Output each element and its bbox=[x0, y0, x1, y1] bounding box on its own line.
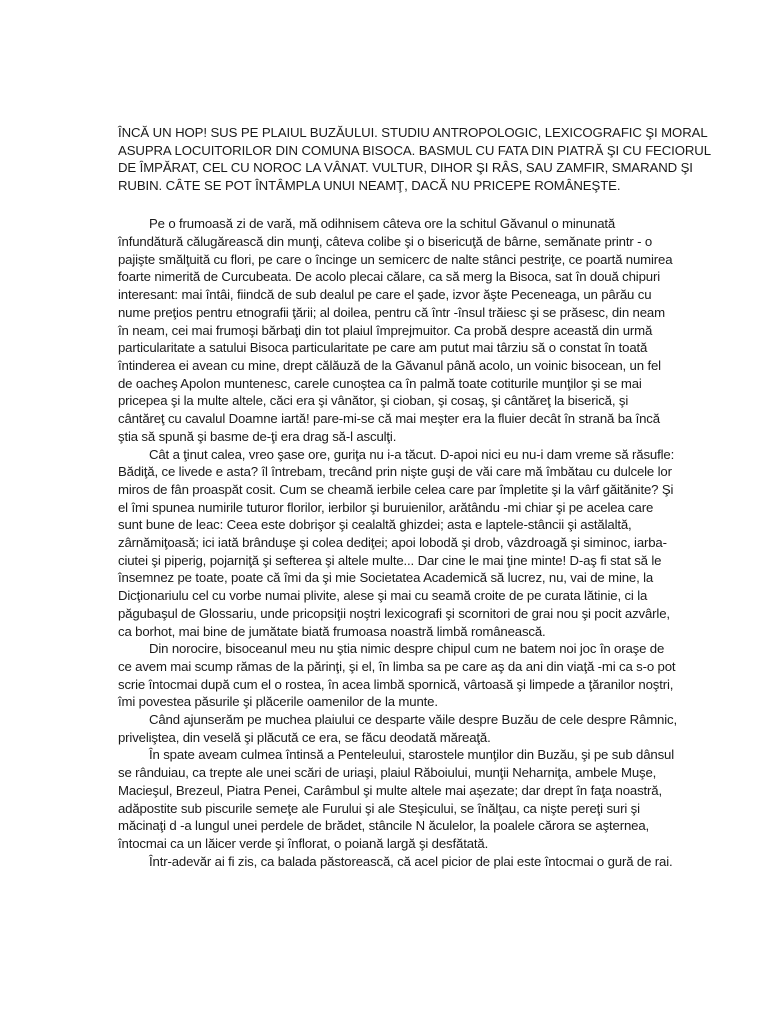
paragraph: Cât a ţinut calea, vreo şase ore, guriţa nu i-a tăcut. D-apoi nici eu nu-i dam vreme să răsufle: Bădiţă, ce livede e asta? îl întrebam, trecând prin nişte guşi de văi care mă îmbătau cu dulcele lor miros de fân proaspăt cosit. Cum se cheamă ierbile celea care par împletite şi la vârf găitănite? Şi el îmi spunea numirile tuturor florilor, ierbilor şi buruienilor, arătându -mi chiar şi pe acelea care sunt bune de leac: Ceea este dobrişor şi cealaltă ghizdei; asta e laptele-stâncii şi astălaltă, zârnămiţoasă; ici iată brânduşe şi colea dediţei; apoi lobodă şi drob, vâzdroagă şi siminoc, iarba-ciutei şi piperig, pojarniţă şi sefterea şi altele multe... Dar cine le mai ţine minte! D-aş fi stat să le însemnez pe toate, poate că îmi da şi mie Societatea Academică să lucrez, nu, vai de mine, la Dicţionariulu cel cu vorbe numai plivite, alese şi mai cu seamă croite de pe curata lătinie, ci la păgubaşul de Glossariu, unde pricopsiţii noştri lexicografi şi scornitori de grai nou şi pocit azvârle, ca borhot, mai bine de jumătate biată frumoasa noastră limbă românească. bbox=[118, 446, 675, 639]
document-body bbox=[118, 215, 768, 870]
paragraph: Pe o frumoasă zi de vară, mă odihnisem câteva ore la schitul Găvanul o minunată înfundătură călugărească din munţi, câteva colibe şi o bisericuţă de bârne, semănate printr - o pajişte smălţuită cu flori, pe care o încinge un semicerc de nalte stânci pestriţe, ce poartă numirea foarte nimerită de Curcubeata. De acolo plecai călare, ca să merg la Bisoca, sat în două chipuri interesant: mai întâi, fiindcă de sub dealul pe care el şade, izvor ăşte Peceneaga, un pârău cu nume preţios pentru etnografii ţării; al doilea, pentru că într -însul trăiesc şi se prăsesc, din neam în neam, cei mai frumoşi bărbaţi din tot plaiul împrejmuitor. Ca probă despre această din urmă particularitate a satului Bisoca particularitate pe care am putut mai târziu să o constat în toată întinderea ei avean cu mine, drept călăuză de la Găvanul până acolo, un voinic bisocean, un fel de oacheş Apolon muntenesc, carele cunoştea ca în palmă toate cotiturile munţilor şi se mai pricepea şi la multe altele, căci era şi vânător, şi cioban, şi cosaş, şi cântăreţ la biserică, şi cântăreţ cu cavalul Doamne iartă! pare-mi-se că mai meşter era la fluier decât în strană ba încă ştia să spună şi basme de-ţi era drag să-l asculţi. bbox=[118, 216, 673, 444]
paragraph: Din norocire, bisoceanul meu nu ştia nimic despre chipul cum ne batem noi joc în oraşe de ce avem mai scump rămas de la părinţi, şi el, în limba sa pe care aş da ani din viaţă -mi ca s-o pot scrie întocmai după cum el o rostea, în acea limbă spornică, vârtoasă şi limpede a ţăranilor noştri, îmi povestea păsurile şi plăcerile oamenilor de la munte. bbox=[118, 641, 676, 710]
paragraph: Într-adevăr ai fi zis, ca balada păstorească, că acel picior de plai este întocmai o gură de rai. bbox=[149, 853, 673, 869]
paragraph: Când ajunserăm pe muchea plaiului ce desparte văile despre Buzău de cele despre Râmnic, priveliştea, din veselă şi plăcută ce era, se făcu deodată măreaţă. bbox=[118, 712, 677, 745]
paragraph: În spate aveam culmea întinsă a Penteleului, starostele munţilor din Buzău, şi pe sub dânsul se rânduiau, ca trepte ale unei scări de uriaşi, plaiul Răboiului, munţii Neharniţa, ambele Muşe, Macieşul, Brezeul, Piatra Penei, Carâmbul şi multe altele mai aşezate; dar drept în faţa noastră, adăpostite sub piscurile semeţe ale Furului şi ale Steşicului, se înălţau, ca nişte pereţi suri şi măcinaţi d -a lungul unei perdele de brădet, stâncile N ăculelor, la poalele cărora se aşternea, întocmai ca un lăicer verde şi înflorat, o poiană largă şi desfătată. bbox=[118, 747, 675, 851]
document-title: ÎNCĂ UN HOP! SUS PE PLAIUL BUZĂULUI. STUDIU ANTROPOLOGIC, LEXICOGRAFIC ŞI MORAL ASUPRA LOCUITORILOR DIN COMUNA BISOCA. BASMUL CU FATA DIN PIATRĂ ŞI CU FECIORUL DE ÎMPĂRAT, CEL CU NOROC LA VÂNAT. VULTUR, DIHOR ŞI RÂS, SAU ZAMFIR, SMARAND ŞI RUBIN. CÂTE SE POT ÎNTÂMPLA UNUI NEAMŢ, DACĂ NU PRICEPE ROMÂNEŞTE. bbox=[118, 125, 711, 193]
